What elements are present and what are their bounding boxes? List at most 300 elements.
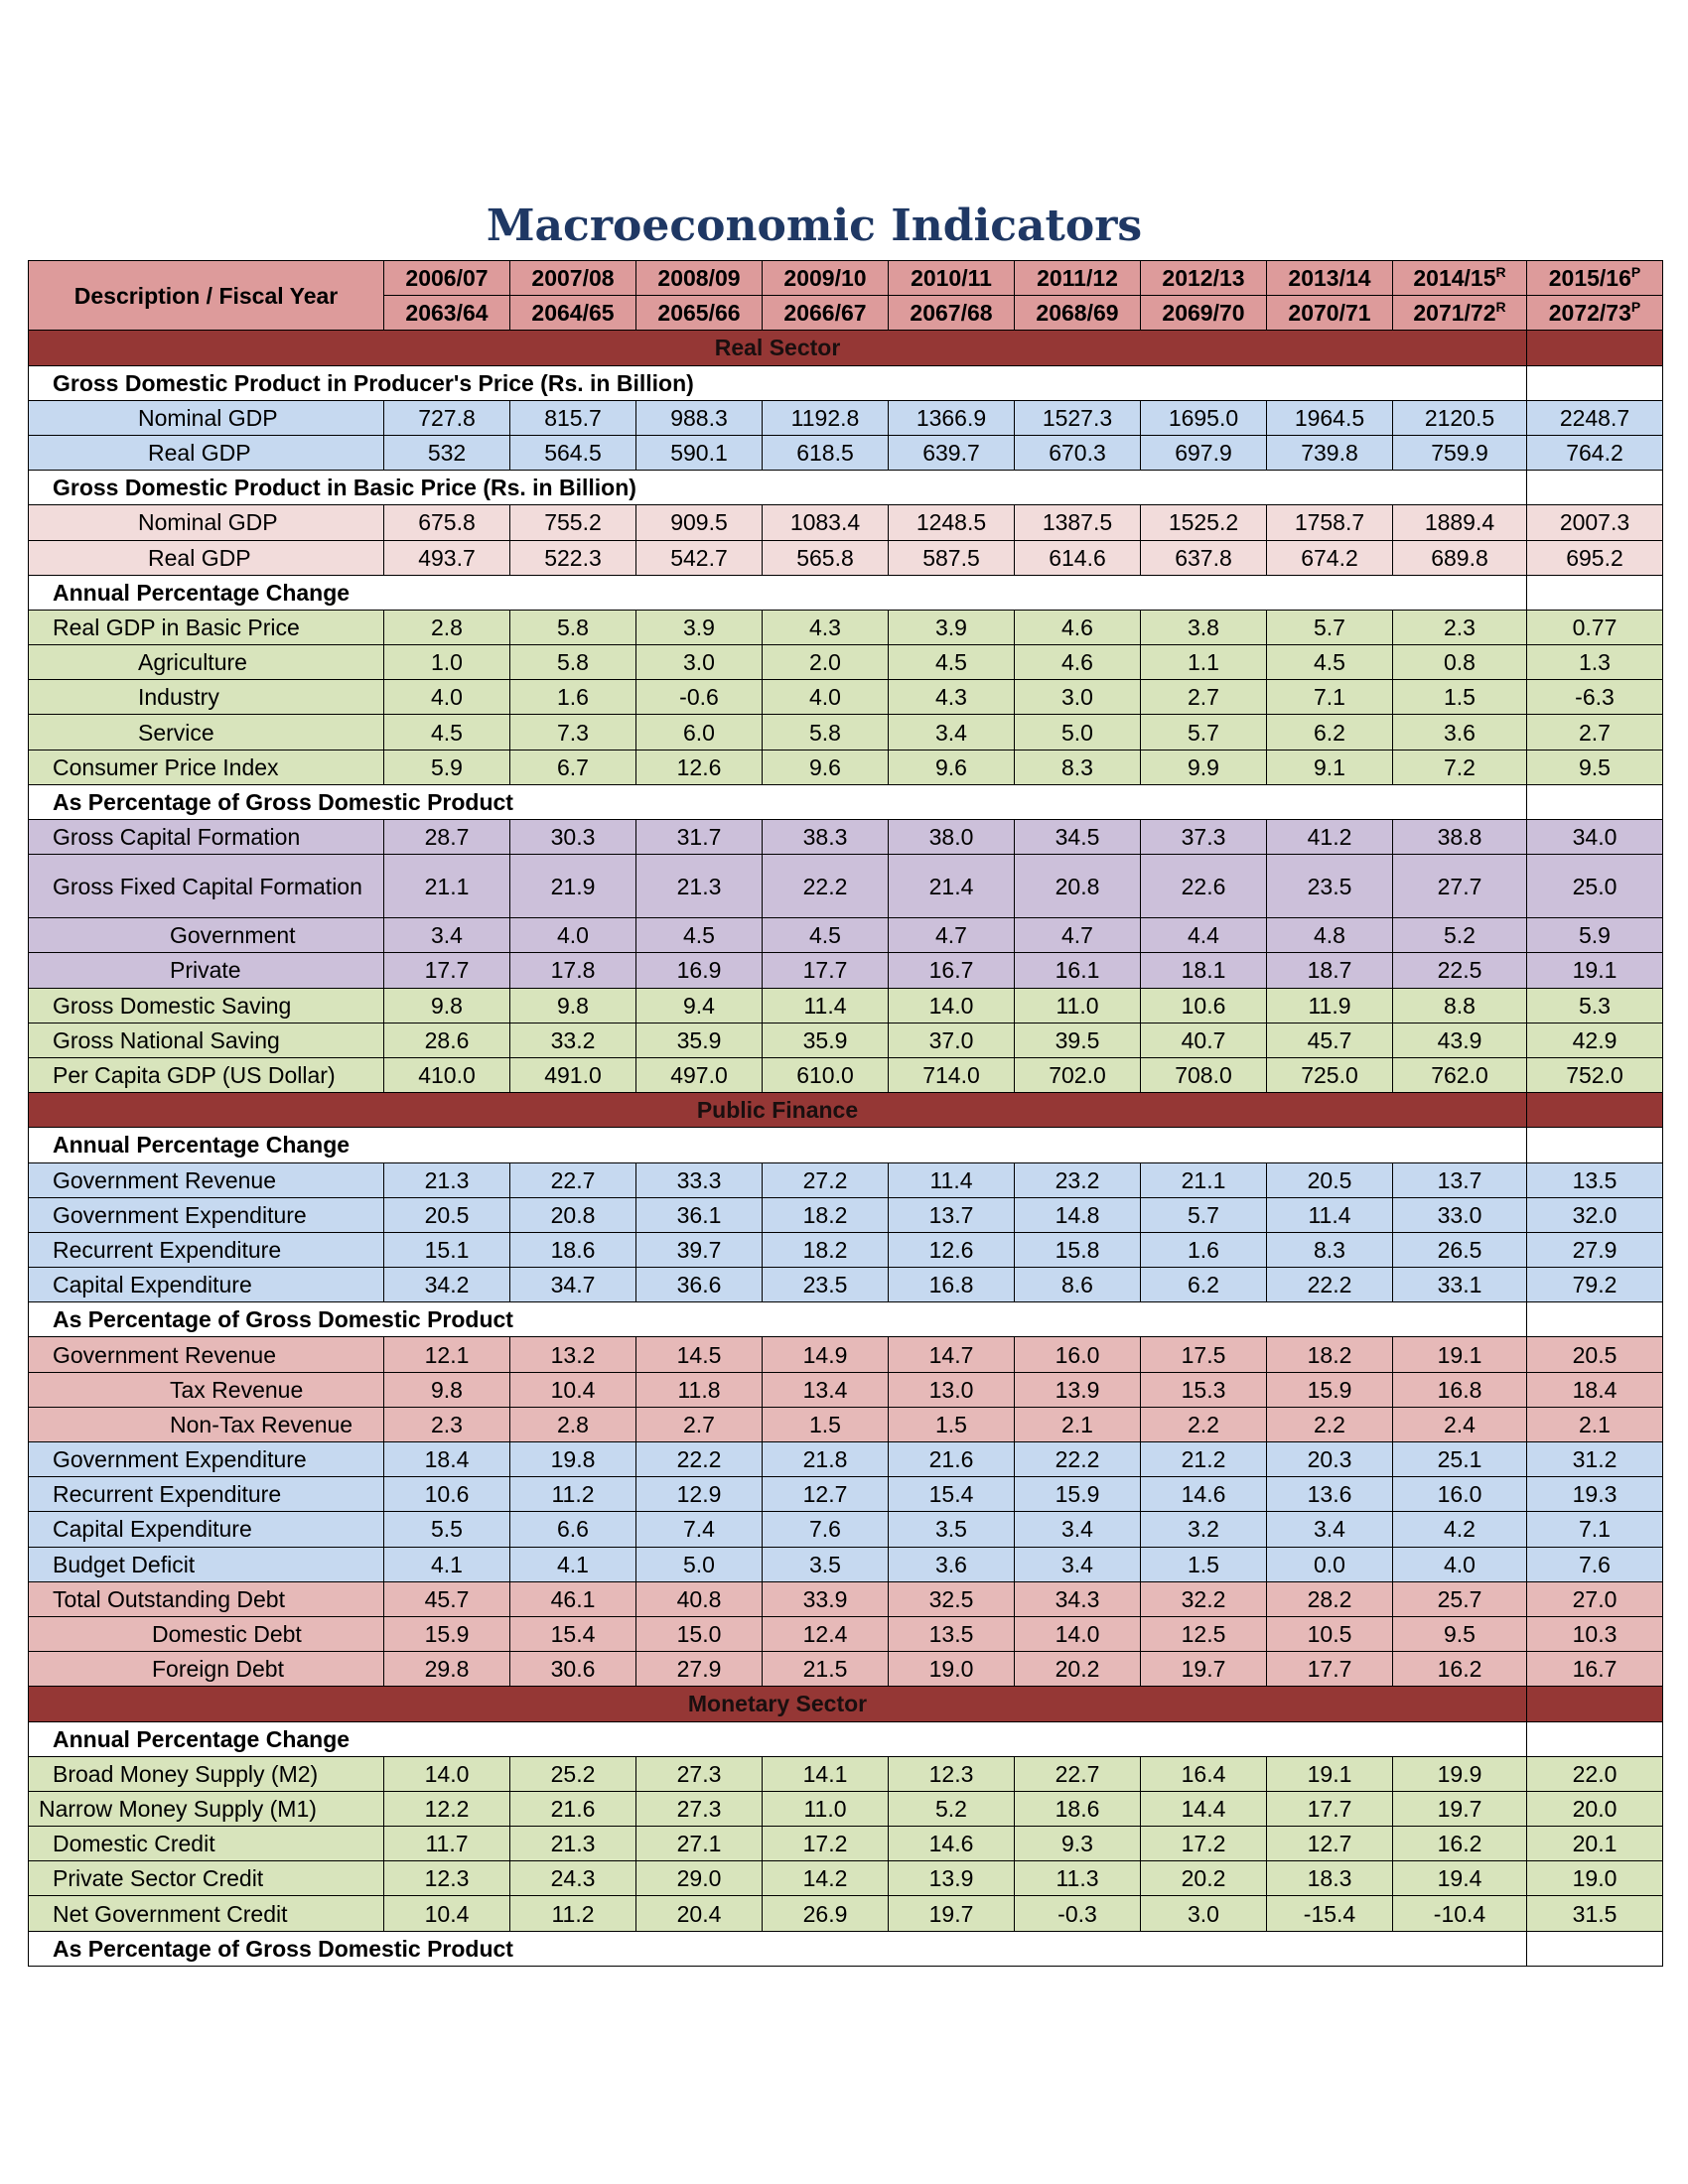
value-cell: 27.3 (636, 1756, 763, 1791)
section-row (29, 331, 1663, 365)
value-cell: 36.6 (636, 1268, 763, 1302)
value-cell: 4.7 (1015, 918, 1141, 953)
value-cell: 3.2 (1141, 1512, 1267, 1547)
value-cell: 1.1 (1141, 645, 1267, 680)
value-cell: 3.0 (1015, 680, 1141, 715)
value-cell: 0.8 (1393, 645, 1527, 680)
value-cell: 522.3 (510, 540, 636, 575)
row-label: Government Revenue (29, 1162, 384, 1197)
value-cell: -0.6 (636, 680, 763, 715)
value-cell: -0.3 (1015, 1896, 1141, 1931)
value-cell: 3.4 (889, 715, 1015, 750)
value-cell: 20.4 (636, 1896, 763, 1931)
value-cell: 5.8 (510, 645, 636, 680)
table-row (29, 1547, 1663, 1581)
value-cell: 22.2 (1267, 1268, 1393, 1302)
value-cell: 11.0 (763, 1791, 889, 1826)
value-cell: 1758.7 (1267, 505, 1393, 540)
value-cell: -10.4 (1393, 1896, 1527, 1931)
value-cell: 17.8 (510, 953, 636, 988)
value-cell: 3.4 (1267, 1512, 1393, 1547)
year-bs-label: 2069/70 (1162, 300, 1245, 327)
section-title: Real Sector (29, 331, 1527, 365)
table-row (29, 505, 1663, 540)
value-cell: 41.2 (1267, 820, 1393, 855)
value-cell: 708.0 (1141, 1057, 1267, 1092)
section-title: Monetary Sector (29, 1687, 1527, 1721)
value-cell: 16.7 (889, 953, 1015, 988)
revised-mark: R (1495, 299, 1506, 316)
value-cell: 14.5 (636, 1337, 763, 1372)
table-row (29, 1023, 1663, 1057)
value-cell: 9.8 (384, 988, 510, 1023)
row-label: Consumer Price Index (29, 750, 384, 784)
value-cell: 4.5 (636, 918, 763, 953)
value-cell: 27.0 (1527, 1581, 1663, 1616)
value-cell: 9.8 (510, 988, 636, 1023)
value-cell: 20.3 (1267, 1442, 1393, 1477)
value-cell: 9.1 (1267, 750, 1393, 784)
value-cell: 1366.9 (889, 400, 1015, 435)
value-cell: 1.6 (510, 680, 636, 715)
row-label: Capital Expenditure (29, 1512, 384, 1547)
year-bs-label: 2067/68 (910, 300, 993, 327)
value-cell: 25.1 (1393, 1442, 1527, 1477)
value-cell: 755.2 (510, 505, 636, 540)
table-row (29, 1268, 1663, 1302)
year-bs-label: 2063/64 (405, 300, 489, 327)
value-cell: 28.6 (384, 1023, 510, 1057)
value-cell: 21.2 (1141, 1442, 1267, 1477)
value-cell: 14.8 (1015, 1197, 1141, 1232)
value-cell: 11.2 (510, 1896, 636, 1931)
value-cell: 5.7 (1141, 1197, 1267, 1232)
value-cell: 7.2 (1393, 750, 1527, 784)
value-cell: 38.3 (763, 820, 889, 855)
value-cell: 13.6 (1267, 1477, 1393, 1512)
header-year-bs (763, 296, 889, 331)
row-label: Private Sector Credit (29, 1861, 384, 1896)
value-cell: 11.4 (1267, 1197, 1393, 1232)
header-row-ad (29, 261, 1663, 296)
subheader-label: Annual Percentage Change (29, 1721, 1527, 1756)
row-label: Gross National Saving (29, 1023, 384, 1057)
value-cell: 909.5 (636, 505, 763, 540)
value-cell: 16.0 (1393, 1477, 1527, 1512)
table-row (29, 750, 1663, 784)
value-cell: 18.4 (384, 1442, 510, 1477)
section-row (29, 1687, 1663, 1721)
value-cell: 5.7 (1141, 715, 1267, 750)
provisional-mark: P (1630, 299, 1641, 316)
header-year-ad (1141, 261, 1267, 296)
header-year-bs (636, 296, 763, 331)
value-cell: -6.3 (1527, 680, 1663, 715)
value-cell: 33.3 (636, 1162, 763, 1197)
value-cell: 31.5 (1527, 1896, 1663, 1931)
value-cell: 764.2 (1527, 435, 1663, 470)
subheader-spacer (1527, 1721, 1663, 1756)
subheader-spacer (1527, 1931, 1663, 1966)
value-cell: 20.2 (1141, 1861, 1267, 1896)
table-row (29, 1162, 1663, 1197)
value-cell: 37.0 (889, 1023, 1015, 1057)
row-label: Tax Revenue (29, 1372, 384, 1407)
value-cell: 3.4 (1015, 1512, 1141, 1547)
value-cell: 12.6 (889, 1232, 1015, 1267)
value-cell: 689.8 (1393, 540, 1527, 575)
value-cell: 15.9 (384, 1616, 510, 1651)
table-row (29, 855, 1663, 918)
header-year-ad (1393, 261, 1527, 296)
value-cell: 22.7 (1015, 1756, 1141, 1791)
value-cell: 4.3 (889, 680, 1015, 715)
value-cell: 1387.5 (1015, 505, 1141, 540)
value-cell: 19.0 (889, 1652, 1015, 1687)
subheader-row (29, 1302, 1663, 1337)
value-cell: 12.7 (1267, 1827, 1393, 1861)
value-cell: 5.2 (1393, 918, 1527, 953)
row-label: Real GDP (29, 435, 384, 470)
year-ad-label: 2013/14 (1288, 265, 1371, 292)
row-label: Broad Money Supply (M2) (29, 1756, 384, 1791)
value-cell: 410.0 (384, 1057, 510, 1092)
page-title: Macroeconomic Indicators (486, 201, 1143, 251)
header-year-bs (889, 296, 1015, 331)
value-cell: 11.9 (1267, 988, 1393, 1023)
table-row (29, 953, 1663, 988)
value-cell: 714.0 (889, 1057, 1015, 1092)
value-cell: 23.2 (1015, 1162, 1141, 1197)
value-cell: 565.8 (763, 540, 889, 575)
value-cell: 25.2 (510, 1756, 636, 1791)
value-cell: 16.7 (1527, 1652, 1663, 1687)
value-cell: 6.6 (510, 1512, 636, 1547)
value-cell: 21.6 (510, 1791, 636, 1826)
value-cell: 12.4 (763, 1616, 889, 1651)
value-cell: 14.6 (889, 1827, 1015, 1861)
section-row (29, 1093, 1663, 1128)
value-cell: 34.3 (1015, 1581, 1141, 1616)
value-cell: 4.6 (1015, 645, 1141, 680)
table-row (29, 610, 1663, 644)
value-cell: 9.6 (763, 750, 889, 784)
value-cell: 27.7 (1393, 855, 1527, 918)
row-label: Agriculture (29, 645, 384, 680)
value-cell: 10.4 (384, 1896, 510, 1931)
row-label: Industry (29, 680, 384, 715)
subheader-label: As Percentage of Gross Domestic Product (29, 1931, 1527, 1966)
value-cell: 17.7 (763, 953, 889, 988)
table-row (29, 1652, 1663, 1687)
header-year-bs (1393, 296, 1527, 331)
value-cell: 22.2 (636, 1442, 763, 1477)
subheader-label: As Percentage of Gross Domestic Product (29, 784, 1527, 819)
value-cell: 4.1 (510, 1547, 636, 1581)
value-cell: 8.8 (1393, 988, 1527, 1023)
value-cell: 19.1 (1393, 1337, 1527, 1372)
table-row (29, 1756, 1663, 1791)
header-description: Description / Fiscal Year (29, 261, 384, 331)
value-cell: 532 (384, 435, 510, 470)
value-cell: 14.9 (763, 1337, 889, 1372)
value-cell: 27.3 (636, 1791, 763, 1826)
value-cell: 34.0 (1527, 820, 1663, 855)
value-cell: 20.0 (1527, 1791, 1663, 1826)
value-cell: 7.6 (1527, 1547, 1663, 1581)
value-cell: 17.2 (763, 1827, 889, 1861)
value-cell: 1525.2 (1141, 505, 1267, 540)
row-label: Gross Domestic Saving (29, 988, 384, 1023)
value-cell: 14.2 (763, 1861, 889, 1896)
value-cell: 3.0 (1141, 1896, 1267, 1931)
row-label: Government Revenue (29, 1337, 384, 1372)
table-row (29, 1861, 1663, 1896)
value-cell: 5.5 (384, 1512, 510, 1547)
value-cell: 18.6 (1015, 1791, 1141, 1826)
subheader-label: As Percentage of Gross Domestic Product (29, 1302, 1527, 1337)
value-cell: 21.6 (889, 1442, 1015, 1477)
value-cell: 5.8 (763, 715, 889, 750)
value-cell: 19.7 (1141, 1652, 1267, 1687)
value-cell: 2.8 (384, 610, 510, 644)
value-cell: 9.5 (1393, 1616, 1527, 1651)
subheader-spacer (1527, 1128, 1663, 1162)
header-year-ad (763, 261, 889, 296)
value-cell: 614.6 (1015, 540, 1141, 575)
value-cell: 4.7 (889, 918, 1015, 953)
value-cell: 2.7 (1527, 715, 1663, 750)
subheader-label: Annual Percentage Change (29, 575, 1527, 610)
subheader-row (29, 1931, 1663, 1966)
value-cell: 15.3 (1141, 1372, 1267, 1407)
value-cell: 25.7 (1393, 1581, 1527, 1616)
value-cell: 2.2 (1267, 1407, 1393, 1441)
value-cell: 16.2 (1393, 1652, 1527, 1687)
section-spacer (1527, 331, 1663, 365)
value-cell: 20.8 (510, 1197, 636, 1232)
table-row (29, 715, 1663, 750)
value-cell: 22.2 (1015, 1442, 1141, 1477)
value-cell: 497.0 (636, 1057, 763, 1092)
subheader-spacer (1527, 784, 1663, 819)
value-cell: 15.8 (1015, 1232, 1141, 1267)
subheader-row (29, 575, 1663, 610)
header-year-bs (510, 296, 636, 331)
value-cell: 2007.3 (1527, 505, 1663, 540)
value-cell: 3.0 (636, 645, 763, 680)
year-ad-label: 2006/07 (405, 265, 489, 292)
value-cell: 9.8 (384, 1372, 510, 1407)
value-cell: 3.8 (1141, 610, 1267, 644)
value-cell: 564.5 (510, 435, 636, 470)
row-label: Per Capita GDP (US Dollar) (29, 1057, 384, 1092)
table-row (29, 1827, 1663, 1861)
value-cell: 36.1 (636, 1197, 763, 1232)
table-row (29, 1616, 1663, 1651)
row-label: Net Government Credit (29, 1896, 384, 1931)
value-cell: 5.0 (636, 1547, 763, 1581)
value-cell: 28.7 (384, 820, 510, 855)
value-cell: 20.2 (1015, 1652, 1141, 1687)
value-cell: 8.3 (1015, 750, 1141, 784)
value-cell: 5.9 (384, 750, 510, 784)
value-cell: 17.7 (1267, 1791, 1393, 1826)
header-year-ad (1267, 261, 1393, 296)
value-cell: 7.1 (1267, 680, 1393, 715)
value-cell: 752.0 (1527, 1057, 1663, 1092)
table-row (29, 820, 1663, 855)
value-cell: 3.9 (636, 610, 763, 644)
value-cell: 2.7 (636, 1407, 763, 1441)
row-label: Capital Expenditure (29, 1268, 384, 1302)
value-cell: 739.8 (1267, 435, 1393, 470)
value-cell: 2.8 (510, 1407, 636, 1441)
value-cell: 14.0 (889, 988, 1015, 1023)
value-cell: 2.1 (1015, 1407, 1141, 1441)
value-cell: 14.0 (1015, 1616, 1141, 1651)
value-cell: 18.2 (763, 1197, 889, 1232)
value-cell: 10.6 (1141, 988, 1267, 1023)
value-cell: 16.8 (1393, 1372, 1527, 1407)
value-cell: 16.0 (1015, 1337, 1141, 1372)
value-cell: 18.7 (1267, 953, 1393, 988)
value-cell: 21.3 (636, 855, 763, 918)
value-cell: 15.4 (510, 1616, 636, 1651)
value-cell: 24.3 (510, 1861, 636, 1896)
value-cell: 23.5 (1267, 855, 1393, 918)
table-row (29, 1372, 1663, 1407)
value-cell: 27.9 (1527, 1232, 1663, 1267)
value-cell: 637.8 (1141, 540, 1267, 575)
value-cell: 3.6 (889, 1547, 1015, 1581)
header-year-bs (1015, 296, 1141, 331)
year-bs-label: 2064/65 (531, 300, 615, 327)
value-cell: 587.5 (889, 540, 1015, 575)
value-cell: 5.8 (510, 610, 636, 644)
value-cell: 639.7 (889, 435, 1015, 470)
value-cell: 4.3 (763, 610, 889, 644)
value-cell: 1083.4 (763, 505, 889, 540)
value-cell: 670.3 (1015, 435, 1141, 470)
value-cell: 33.1 (1393, 1268, 1527, 1302)
value-cell: 18.1 (1141, 953, 1267, 988)
value-cell: 19.1 (1527, 953, 1663, 988)
subheader-label: Gross Domestic Product in Basic Price (Rs. in Billion) (29, 471, 1527, 505)
value-cell: 12.1 (384, 1337, 510, 1372)
value-cell: 27.2 (763, 1162, 889, 1197)
value-cell: 1964.5 (1267, 400, 1393, 435)
value-cell: 38.0 (889, 820, 1015, 855)
subheader-row (29, 365, 1663, 400)
value-cell: 18.2 (763, 1232, 889, 1267)
value-cell: 12.3 (384, 1861, 510, 1896)
value-cell: 1.5 (763, 1407, 889, 1441)
revised-mark: R (1495, 264, 1506, 281)
value-cell: 27.9 (636, 1652, 763, 1687)
value-cell: 762.0 (1393, 1057, 1527, 1092)
table-row (29, 1442, 1663, 1477)
value-cell: 15.1 (384, 1232, 510, 1267)
subheader-row (29, 1128, 1663, 1162)
value-cell: 13.7 (889, 1197, 1015, 1232)
value-cell: 17.7 (384, 953, 510, 988)
table-row (29, 988, 1663, 1023)
value-cell: 18.4 (1527, 1372, 1663, 1407)
value-cell: 14.1 (763, 1756, 889, 1791)
value-cell: 12.2 (384, 1791, 510, 1826)
value-cell: 697.9 (1141, 435, 1267, 470)
subheader-spacer (1527, 365, 1663, 400)
value-cell: 7.3 (510, 715, 636, 750)
row-label: Government Expenditure (29, 1442, 384, 1477)
value-cell: 4.0 (510, 918, 636, 953)
value-cell: 32.5 (889, 1581, 1015, 1616)
value-cell: 618.5 (763, 435, 889, 470)
value-cell: 1889.4 (1393, 505, 1527, 540)
value-cell: 26.9 (763, 1896, 889, 1931)
year-ad-label: 2009/10 (783, 265, 867, 292)
table-row (29, 435, 1663, 470)
value-cell: 21.1 (384, 855, 510, 918)
value-cell: 20.5 (1267, 1162, 1393, 1197)
value-cell: 0.77 (1527, 610, 1663, 644)
value-cell: 2120.5 (1393, 400, 1527, 435)
value-cell: 4.4 (1141, 918, 1267, 953)
header-year-bs (1267, 296, 1393, 331)
row-label: Total Outstanding Debt (29, 1581, 384, 1616)
year-ad-label: 2015/16 (1548, 265, 1631, 292)
table-row (29, 400, 1663, 435)
row-label: Service (29, 715, 384, 750)
value-cell: 16.1 (1015, 953, 1141, 988)
value-cell: 1.3 (1527, 645, 1663, 680)
section-spacer (1527, 1093, 1663, 1128)
value-cell: 22.0 (1527, 1756, 1663, 1791)
value-cell: 9.6 (889, 750, 1015, 784)
value-cell: 10.6 (384, 1477, 510, 1512)
value-cell: 1192.8 (763, 400, 889, 435)
value-cell: 1695.0 (1141, 400, 1267, 435)
value-cell: 19.8 (510, 1442, 636, 1477)
table-row (29, 1337, 1663, 1372)
value-cell: 1.5 (1141, 1547, 1267, 1581)
value-cell: 13.0 (889, 1372, 1015, 1407)
value-cell: 15.4 (889, 1477, 1015, 1512)
year-ad-label: 2008/09 (657, 265, 741, 292)
year-ad-label: 2011/12 (1037, 265, 1118, 292)
value-cell: 16.9 (636, 953, 763, 988)
value-cell: 4.8 (1267, 918, 1393, 953)
value-cell: 610.0 (763, 1057, 889, 1092)
year-bs-label: 2068/69 (1036, 300, 1119, 327)
value-cell: 11.4 (889, 1162, 1015, 1197)
value-cell: 7.1 (1527, 1512, 1663, 1547)
value-cell: 3.9 (889, 610, 1015, 644)
row-label: Real GDP (29, 540, 384, 575)
header-year-bs (384, 296, 510, 331)
value-cell: 28.2 (1267, 1581, 1393, 1616)
table-row (29, 1057, 1663, 1092)
row-label: Nominal GDP (29, 400, 384, 435)
subheader-row (29, 1721, 1663, 1756)
value-cell: 4.6 (1015, 610, 1141, 644)
header-year-ad (510, 261, 636, 296)
value-cell: 3.4 (384, 918, 510, 953)
value-cell: 13.2 (510, 1337, 636, 1372)
value-cell: 17.5 (1141, 1337, 1267, 1372)
value-cell: 12.3 (889, 1756, 1015, 1791)
